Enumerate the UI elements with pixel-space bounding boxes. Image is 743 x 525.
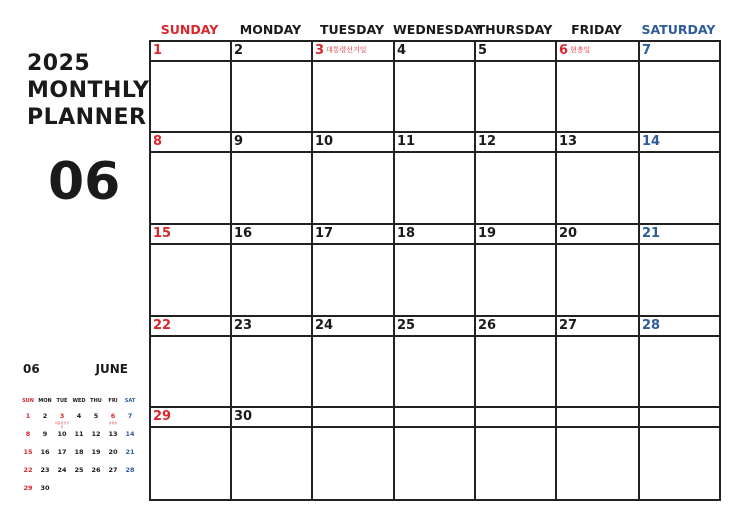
mini-week-row (20, 448, 138, 458)
mini-day: 6 (110, 412, 116, 420)
day-cell[interactable] (395, 317, 474, 406)
mini-day: 7 (127, 412, 133, 420)
day-cell[interactable] (557, 408, 638, 499)
day-number-strip (151, 408, 230, 428)
mini-day: 18 (74, 448, 84, 456)
day-number: 11 (397, 134, 416, 149)
day-number: 17 (315, 226, 334, 241)
day-number-strip (395, 42, 474, 62)
mini-day: 22 (23, 466, 33, 474)
mini-day: 15 (23, 448, 33, 456)
day-cell[interactable] (313, 133, 393, 223)
day-number-strip (395, 133, 474, 153)
day-cell[interactable] (395, 42, 474, 131)
day-number: 19 (478, 226, 497, 241)
day-number-strip (476, 317, 555, 337)
day-number: 5 (478, 43, 488, 58)
day-cell[interactable] (640, 42, 719, 131)
mini-holiday-note: 대통령선거일 (54, 421, 70, 429)
mini-day: 23 (40, 466, 50, 474)
day-number: 30 (234, 409, 253, 424)
day-number-strip (557, 133, 638, 153)
mini-weekday-mon: MON (38, 398, 52, 404)
day-number-strip (313, 133, 393, 153)
day-number-strip (313, 408, 393, 428)
day-cell[interactable] (640, 408, 719, 499)
day-number: 3 (315, 43, 325, 58)
day-cell[interactable] (151, 408, 230, 499)
day-number: 29 (153, 409, 172, 424)
day-cell[interactable] (151, 42, 230, 131)
day-cell[interactable] (232, 133, 311, 223)
day-cell[interactable] (476, 317, 555, 406)
day-number-strip (476, 42, 555, 62)
mini-holiday-note: 현충일 (108, 421, 118, 425)
day-cell[interactable] (313, 408, 393, 499)
day-cell[interactable] (395, 408, 474, 499)
day-number: 18 (397, 226, 416, 241)
day-number-strip (395, 225, 474, 245)
weekday-header-friday: FRIDAY (571, 22, 622, 37)
day-cell[interactable] (232, 225, 311, 315)
day-number: 15 (153, 226, 172, 241)
day-number: 27 (559, 318, 578, 333)
day-number-strip (557, 317, 638, 337)
mini-day: 24 (57, 466, 67, 474)
month-number-large: 06 (48, 152, 121, 212)
day-number-strip (640, 317, 719, 337)
mini-day: 14 (125, 430, 135, 438)
day-number: 13 (559, 134, 578, 149)
day-number-strip (232, 133, 311, 153)
day-cell[interactable] (232, 408, 311, 499)
mini-weekday-tue: TUE (56, 398, 68, 404)
day-number-strip (313, 317, 393, 337)
mini-weekday-thu: THU (90, 398, 102, 404)
mini-day: 5 (93, 412, 99, 420)
weekday-header-thursday: THURSDAY (476, 22, 553, 37)
day-number-strip (313, 225, 393, 245)
mini-day: 8 (25, 430, 31, 438)
day-cell[interactable] (476, 408, 555, 499)
mini-day: 28 (125, 466, 135, 474)
holiday-label: 현충일 (570, 46, 591, 54)
mini-day: 25 (74, 466, 84, 474)
day-number-strip (557, 42, 638, 62)
day-number-strip (640, 133, 719, 153)
mini-weekday-row (20, 398, 138, 408)
day-cell[interactable] (151, 133, 230, 223)
mini-day: 20 (108, 448, 118, 456)
day-number-strip (640, 42, 719, 62)
weekday-header-saturday: SATURDAY (641, 22, 716, 37)
day-number: 24 (315, 318, 334, 333)
weekday-header-wednesday: WEDNESDAY (393, 22, 482, 37)
mini-day: 26 (91, 466, 101, 474)
weekday-header-sunday: SUNDAY (160, 22, 219, 37)
day-number: 2 (234, 43, 244, 58)
day-number: 8 (153, 134, 163, 149)
day-number: 26 (478, 318, 497, 333)
day-number: 16 (234, 226, 253, 241)
mini-weekday-wed: WED (72, 398, 86, 404)
day-number-strip (232, 225, 311, 245)
mini-day: 4 (76, 412, 82, 420)
day-cell[interactable] (232, 42, 311, 131)
day-cell[interactable] (313, 42, 393, 131)
mini-day: 11 (74, 430, 84, 438)
mini-month-name: JUNE (95, 362, 128, 376)
mini-day: 3 (59, 412, 65, 420)
day-cell[interactable] (476, 225, 555, 315)
day-number: 6 (559, 43, 569, 58)
day-number-strip (640, 408, 719, 428)
mini-day: 16 (40, 448, 50, 456)
title-line2: PLANNER (27, 105, 147, 130)
day-number: 9 (234, 134, 244, 149)
mini-calendar-header (20, 362, 138, 382)
day-number: 10 (315, 134, 334, 149)
day-number-strip (232, 42, 311, 62)
day-number: 28 (642, 318, 661, 333)
mini-day: 29 (23, 484, 33, 492)
day-number: 7 (642, 43, 652, 58)
day-cell[interactable] (640, 317, 719, 406)
day-number-strip (476, 133, 555, 153)
day-number: 25 (397, 318, 416, 333)
day-cell[interactable] (476, 42, 555, 131)
calendar-grid (149, 40, 721, 501)
day-number: 21 (642, 226, 661, 241)
day-cell[interactable] (151, 317, 230, 406)
day-number-strip (476, 225, 555, 245)
day-number-strip (395, 408, 474, 428)
day-cell[interactable] (640, 133, 719, 223)
day-number-strip (313, 42, 393, 62)
day-cell[interactable] (476, 133, 555, 223)
mini-week-row (20, 466, 138, 476)
mini-day: 2 (42, 412, 48, 420)
mini-weekday-fri: FRI (108, 398, 118, 404)
mini-calendar (20, 362, 138, 492)
day-number: 1 (153, 43, 163, 58)
mini-week-row (20, 412, 138, 429)
mini-day: 19 (91, 448, 101, 456)
day-number-strip (151, 133, 230, 153)
mini-day: 9 (42, 430, 48, 438)
day-cell[interactable] (313, 317, 393, 406)
mini-day: 17 (57, 448, 67, 456)
day-number-strip (151, 42, 230, 62)
day-cell[interactable] (557, 133, 638, 223)
day-number-strip (476, 408, 555, 428)
mini-day: 10 (57, 430, 67, 438)
day-number: 14 (642, 134, 661, 149)
day-cell[interactable] (151, 225, 230, 315)
day-number: 22 (153, 318, 172, 333)
mini-weekday-sat: SAT (124, 398, 136, 404)
mini-week-row (20, 430, 138, 440)
day-number: 4 (397, 43, 407, 58)
day-number-strip (151, 225, 230, 245)
day-cell[interactable] (395, 225, 474, 315)
day-number: 20 (559, 226, 578, 241)
title-line1: MONTHLY (27, 78, 150, 103)
mini-month-number: 06 (23, 362, 40, 376)
day-number-strip (232, 408, 311, 428)
mini-day: 12 (91, 430, 101, 438)
weekday-header-monday: MONDAY (239, 22, 302, 37)
title-year: 2025 (27, 51, 91, 76)
mini-day: 30 (40, 484, 50, 492)
day-cell[interactable] (557, 225, 638, 315)
mini-weekday-sun: SUN (22, 398, 34, 404)
day-number-strip (640, 225, 719, 245)
day-number-strip (151, 317, 230, 337)
day-cell[interactable] (640, 225, 719, 315)
mini-day: 21 (125, 448, 135, 456)
day-number-strip (395, 317, 474, 337)
day-number: 23 (234, 318, 253, 333)
day-cell[interactable] (313, 225, 393, 315)
mini-day: 27 (108, 466, 118, 474)
mini-day: 13 (108, 430, 118, 438)
day-number: 12 (478, 134, 497, 149)
day-number-strip (232, 317, 311, 337)
weekday-header-tuesday: TUESDAY (319, 22, 385, 37)
day-number-strip (557, 225, 638, 245)
day-number-strip (557, 408, 638, 428)
day-cell[interactable] (232, 317, 311, 406)
holiday-label: 대통령선거일 (326, 46, 367, 54)
mini-week-row (20, 484, 138, 494)
day-cell[interactable] (557, 317, 638, 406)
planner-title (27, 50, 149, 131)
day-cell[interactable] (395, 133, 474, 223)
mini-day: 1 (25, 412, 31, 420)
day-cell[interactable] (557, 42, 638, 131)
